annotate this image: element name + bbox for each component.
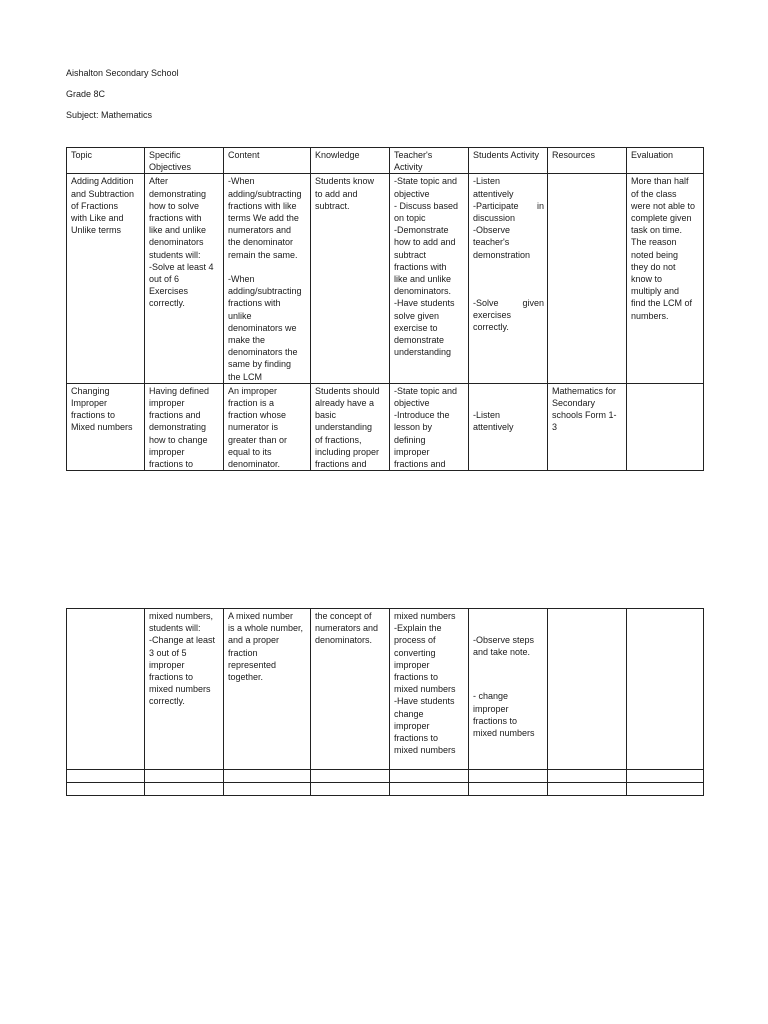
empty-cell <box>469 770 548 783</box>
teacher-activity-cell: -State topic and objective - Discuss based on topic -Demonstrate how to add and subtract fractions with like and unlike denominators. -Have students solve given exercise to demonstrate understanding <box>390 174 469 383</box>
student-activity-text: -Observe steps and take note. <box>473 635 535 658</box>
table-row <box>67 383 704 470</box>
teacher-activity-cell: mixed numbers -Explain the process of converting improper fractions to mixed numbers -Have students change improper fractions to mixed numbers <box>390 609 469 770</box>
evaluation-cell: More than half of the class were not able to complete given task on time. The reason noted being they do not know to multiply and find the LCM of numbers. <box>627 174 704 383</box>
evaluation-cell <box>627 383 704 470</box>
students-activity-cell <box>469 174 548 383</box>
empty-cell <box>390 770 469 783</box>
resources-cell: Mathematics for Secondary schools Form 1- 3 <box>548 383 627 470</box>
empty-cell <box>145 770 224 783</box>
empty-cell <box>311 770 390 783</box>
empty-cell <box>224 770 311 783</box>
knowledge-cell: the concept of numerators and denominators. <box>311 609 390 770</box>
empty-cell <box>311 783 390 796</box>
empty-cell <box>548 783 627 796</box>
student-activity-text: exercises correctly. <box>473 310 512 333</box>
column-header: Content <box>224 148 311 174</box>
column-header: Specific Objectives <box>145 148 224 174</box>
student-activity-text: discussion -Observe teacher's demonstration <box>473 213 531 260</box>
empty-cell <box>627 783 704 796</box>
objectives-cell: After demonstrating how to solve fractions with like and unlike denominators students will: -Solve at least 4 out of 6 Exercises correctly. <box>145 174 224 383</box>
content-cell: -When adding/subtracting fractions with like terms We add the numerators and the denominator remain the same. -When adding/subtracting fractions with unlike denominators we make the denominators the same by finding the LCM <box>224 174 311 383</box>
empty-cell <box>548 770 627 783</box>
table-row <box>67 770 704 783</box>
students-activity-cell: -Listen attentively <box>469 383 548 470</box>
empty-cell <box>469 783 548 796</box>
objectives-cell: Having defined improper fractions and demonstrating how to change improper fractions to <box>145 383 224 470</box>
student-activity-text: -Participate in <box>473 200 544 211</box>
empty-cell <box>67 770 145 783</box>
content-cell: An improper fraction is a fraction whose numerator is greater than or equal to its denominator. <box>224 383 311 470</box>
resources-cell <box>548 609 627 770</box>
evaluation-cell <box>627 609 704 770</box>
column-header: Evaluation <box>627 148 704 174</box>
knowledge-cell: Students should already have a basic understanding of fractions, including proper fractions and <box>311 383 390 470</box>
objectives-cell: mixed numbers, students will: -Change at least 3 out of 5 improper fractions to mixed numbers correctly. <box>145 609 224 770</box>
column-header: Resources <box>548 148 627 174</box>
teacher-activity-cell: -State topic and objective -Introduce the lesson by defining improper fractions and <box>390 383 469 470</box>
student-activity-text: -Listen attentively <box>473 176 514 199</box>
empty-cell <box>67 783 145 796</box>
lesson-plan-table-continued <box>66 608 704 796</box>
grade-label: Grade 8C <box>66 89 106 99</box>
topic-cell: Changing Improper fractions to Mixed numbers <box>67 383 145 470</box>
table-row <box>67 174 704 383</box>
school-name: Aishalton Secondary School <box>66 68 179 78</box>
lesson-plan-table <box>66 147 704 471</box>
topic-cell <box>67 609 145 770</box>
empty-cell <box>224 783 311 796</box>
student-activity-text: -Solve given <box>473 297 544 308</box>
table-row <box>67 609 704 770</box>
empty-cell <box>145 783 224 796</box>
column-header: Teacher's Activity <box>390 148 469 174</box>
student-activity-text: - change improper fractions to mixed numbers <box>473 691 535 739</box>
students-activity-cell <box>469 609 548 770</box>
resources-cell <box>548 174 627 383</box>
subject-label: Subject: Mathematics <box>66 110 153 120</box>
empty-cell <box>627 770 704 783</box>
knowledge-cell: Students know to add and subtract. <box>311 174 390 383</box>
topic-cell: Adding Addition and Subtraction of Fractions with Like and Unlike terms <box>67 174 145 383</box>
column-header: Knowledge <box>311 148 390 174</box>
column-header: Topic <box>67 148 145 174</box>
table-header-row <box>67 148 704 174</box>
content-cell: A mixed number is a whole number, and a proper fraction represented together. <box>224 609 311 770</box>
table-row <box>67 783 704 796</box>
column-header: Students Activity <box>469 148 548 174</box>
empty-cell <box>390 783 469 796</box>
